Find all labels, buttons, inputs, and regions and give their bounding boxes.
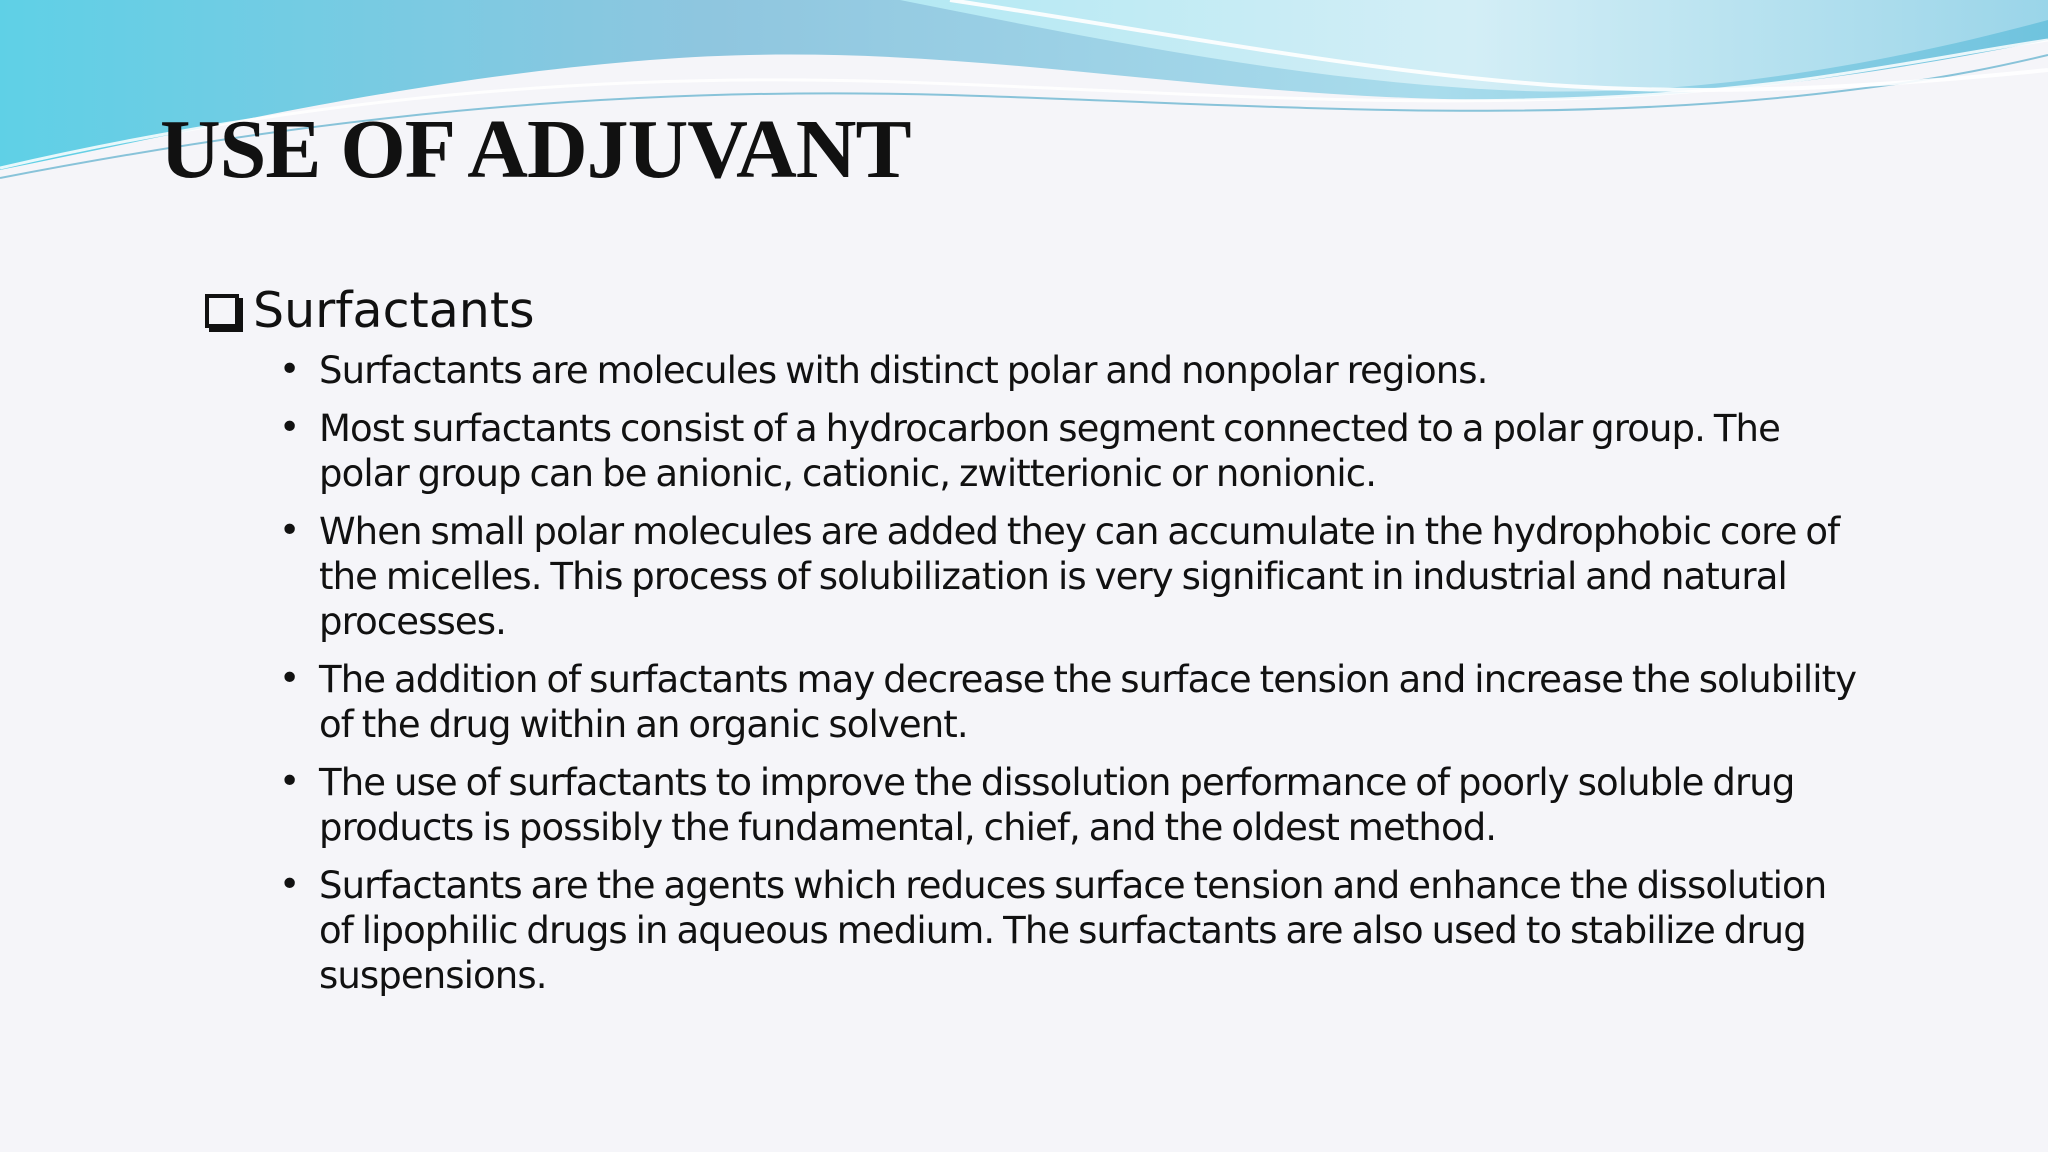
bullet-list <box>205 348 1865 998</box>
bullet-item <box>279 657 1865 747</box>
bullet-text: The addition of surfactants may decrease the surface tension and increase the solubility of the drug within an organic solvent. <box>319 658 1857 746</box>
section-heading-text: Surfactants <box>253 281 535 339</box>
bullet-item <box>279 406 1865 496</box>
section-heading <box>205 278 1865 342</box>
bullet-dot: • <box>279 407 301 448</box>
bullet-dot: • <box>279 510 301 551</box>
bullet-dot: • <box>279 349 301 390</box>
bullet-dot: • <box>279 761 301 802</box>
bullet-item <box>279 760 1865 850</box>
slide-title: USE OF ADJUVANT <box>160 103 911 196</box>
bullet-item <box>279 348 1865 393</box>
bullet-dot: • <box>279 864 301 905</box>
slide-content <box>205 278 1865 1011</box>
bullet-dot: • <box>279 658 301 699</box>
bullet-text: Surfactants are molecules with distinct polar and nonpolar regions. <box>319 349 1488 392</box>
bullet-text: The use of surfactants to improve the dissolution performance of poorly soluble drug products is possibly the fundamental, chief, and the oldest method. <box>319 761 1795 849</box>
bullet-text: When small polar molecules are added they can accumulate in the hydrophobic core of the micelles. This process of solubilization is very significant in industrial and natural processes. <box>319 510 1840 643</box>
bullet-item <box>279 509 1865 644</box>
checkbox-square-icon <box>205 294 239 328</box>
bullet-text: Surfactants are the agents which reduces surface tension and enhance the dissolution of lipophilic drugs in aqueous medium. The surfactants are also used to stabilize drug suspensions. <box>319 864 1827 997</box>
bullet-item <box>279 863 1865 998</box>
bullet-text: Most surfactants consist of a hydrocarbon segment connected to a polar group. The polar group can be anionic, cationic, zwitterionic or nonionic. <box>319 407 1780 495</box>
